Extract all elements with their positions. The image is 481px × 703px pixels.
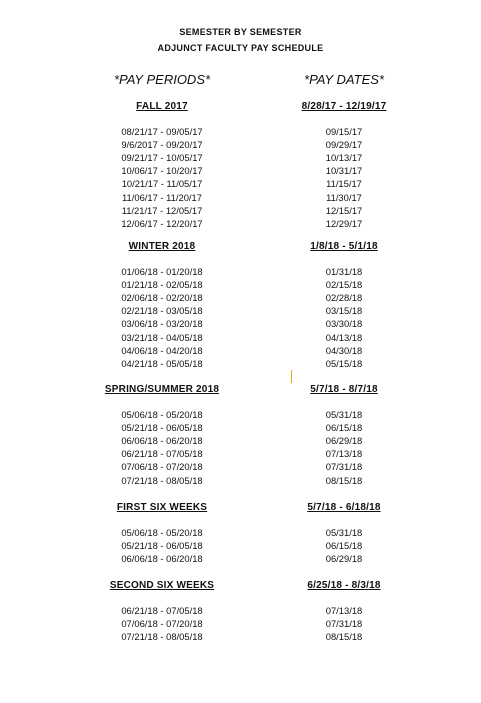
pay-period-row: 05/21/18 - 06/05/18 (121, 422, 203, 433)
pay-period-row: 05/06/18 - 05/20/18 (121, 409, 203, 420)
pay-period-row: 07/21/18 - 08/05/18 (121, 631, 203, 642)
pay-date-row: 06/29/18 (325, 553, 363, 564)
pay-date-row: 10/31/17 (325, 165, 363, 176)
pay-period-row: 10/21/17 - 11/05/17 (121, 178, 203, 189)
section-date-range: 8/28/17 - 12/19/17 (301, 101, 387, 112)
section-date-range: 6/25/18 - 8/3/18 (307, 580, 381, 591)
document-title-line1: SEMESTER BY SEMESTER (179, 27, 302, 37)
pay-date-row: 07/31/18 (325, 461, 363, 472)
pay-date-row: 09/29/17 (325, 139, 363, 150)
pay-date-row: 06/15/18 (325, 422, 363, 433)
pay-period-row: 08/21/17 - 09/05/17 (121, 126, 203, 137)
pay-date-row: 11/15/17 (326, 178, 362, 189)
section-name: SPRING/SUMMER 2018 (104, 384, 220, 395)
pay-period-row: 06/21/18 - 07/05/18 (121, 448, 203, 459)
pay-period-row: 06/06/18 - 06/20/18 (121, 553, 203, 564)
pay-date-row: 06/29/18 (325, 435, 363, 446)
pay-period-row: 07/06/18 - 07/20/18 (121, 618, 203, 629)
pay-date-row: 05/31/18 (325, 409, 363, 420)
pay-period-row: 05/06/18 - 05/20/18 (121, 527, 203, 538)
pay-date-row: 04/13/18 (325, 332, 363, 343)
pay-period-row: 10/06/17 - 10/20/17 (121, 165, 203, 176)
section-name: FALL 2017 (136, 101, 188, 112)
pay-date-row: 07/13/18 (325, 605, 363, 616)
pay-date-row: 02/28/18 (325, 292, 363, 303)
pay-date-row: 10/13/17 (325, 152, 363, 163)
pay-dates-heading: *PAY DATES* (304, 72, 384, 87)
pay-period-row: 09/21/17 - 10/05/17 (121, 152, 203, 163)
pay-period-row: 01/06/18 - 01/20/18 (121, 266, 203, 277)
pay-period-row: 06/21/18 - 07/05/18 (121, 605, 203, 616)
pay-period-row: 12/06/17 - 12/20/17 (121, 218, 203, 229)
pay-period-row: 07/21/18 - 08/05/18 (121, 475, 203, 486)
pay-date-row: 03/30/18 (325, 318, 363, 329)
pay-date-row: 01/31/18 (325, 266, 363, 277)
section-name: FIRST SIX WEEKS (116, 502, 208, 513)
pay-date-row: 05/15/18 (325, 358, 363, 369)
pay-date-row: 12/29/17 (325, 218, 363, 229)
pay-date-row: 04/30/18 (325, 345, 363, 356)
pay-date-row: 07/31/18 (325, 618, 363, 629)
pay-date-row: 09/15/17 (325, 126, 363, 137)
section-date-range: 5/7/18 - 8/7/18 (310, 384, 378, 395)
pay-date-row: 05/31/18 (325, 527, 363, 538)
pay-date-row: 08/15/18 (325, 475, 363, 486)
pay-period-row: 03/21/18 - 04/05/18 (121, 332, 203, 343)
pay-period-row: 9/6/2017 - 09/20/17 (121, 139, 203, 150)
pay-date-row: 11/30/17 (326, 192, 362, 203)
pay-period-row: 02/21/18 - 03/05/18 (121, 305, 203, 316)
pay-periods-heading: *PAY PERIODS* (113, 72, 211, 87)
section-name: WINTER 2018 (128, 241, 196, 252)
pay-period-row: 11/21/17 - 12/05/17 (121, 205, 203, 216)
pay-period-row: 04/21/18 - 05/05/18 (121, 358, 203, 369)
pay-period-row: 07/06/18 - 07/20/18 (121, 461, 203, 472)
pay-period-row: 04/06/18 - 04/20/18 (121, 345, 203, 356)
pay-date-row: 12/15/17 (325, 205, 363, 216)
pay-date-row: 03/15/18 (325, 305, 363, 316)
pay-period-row: 11/06/17 - 11/20/17 (122, 192, 202, 203)
pay-date-row: 06/15/18 (325, 540, 363, 551)
pay-period-row: 05/21/18 - 06/05/18 (121, 540, 203, 551)
pay-period-row: 06/06/18 - 06/20/18 (121, 435, 203, 446)
pay-date-row: 07/13/18 (325, 448, 363, 459)
text-cursor (291, 370, 292, 383)
pay-period-row: 03/06/18 - 03/20/18 (121, 318, 203, 329)
document-title-line2: ADJUNCT FACULTY PAY SCHEDULE (157, 43, 324, 53)
pay-period-row: 01/21/18 - 02/05/18 (121, 279, 203, 290)
section-date-range: 1/8/18 - 5/1/18 (310, 241, 378, 252)
section-name: SECOND SIX WEEKS (109, 580, 215, 591)
pay-period-row: 02/06/18 - 02/20/18 (121, 292, 203, 303)
pay-date-row: 08/15/18 (325, 631, 363, 642)
section-date-range: 5/7/18 - 6/18/18 (307, 502, 381, 513)
pay-date-row: 02/15/18 (325, 279, 363, 290)
